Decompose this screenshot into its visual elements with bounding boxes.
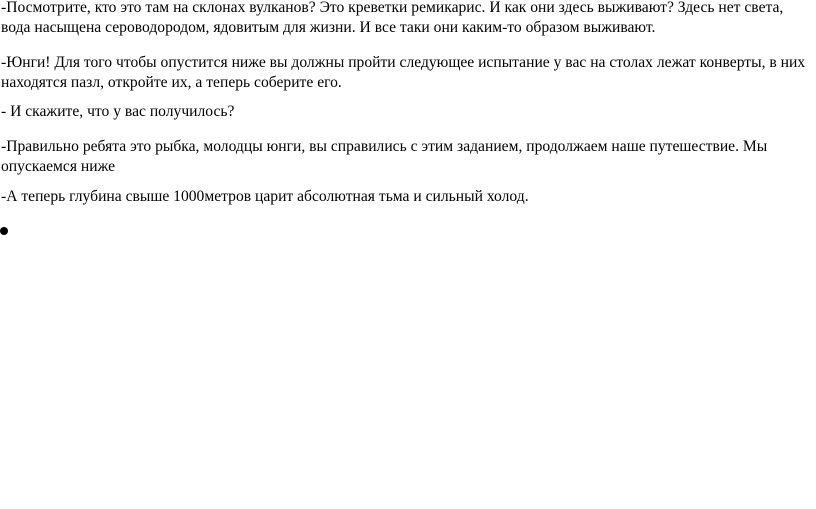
bullet-icon bbox=[0, 227, 8, 235]
paragraph-2: -Юнги! Для того чтобы опустится ниже вы должны пройти следующее испытание у вас на столах лежат конверты, в них находятся пазл, откройте их, а теперь соберите его. bbox=[1, 54, 806, 91]
paragraph-5: -А теперь глубина свыше 1000метров царит абсолютная тьма и сильный холод. bbox=[1, 188, 529, 205]
paragraph-4: -Правильно ребята это рыбка, молодцы юнги, вы справились с этим заданием, продолжаем наше путешествие. Мы опускаемся ниже bbox=[1, 138, 768, 175]
paragraph-3: - И скажите, что у вас получилось? bbox=[1, 103, 235, 120]
paragraph-1: -Посмотрите, кто это там на склонах вулканов? Это креветки ремикарис. И как они здесь выживают? Здесь нет света, вода насыщена сероводородом, ядовитым для жизни. И все таки они каким-то образом выживают. bbox=[1, 0, 784, 36]
